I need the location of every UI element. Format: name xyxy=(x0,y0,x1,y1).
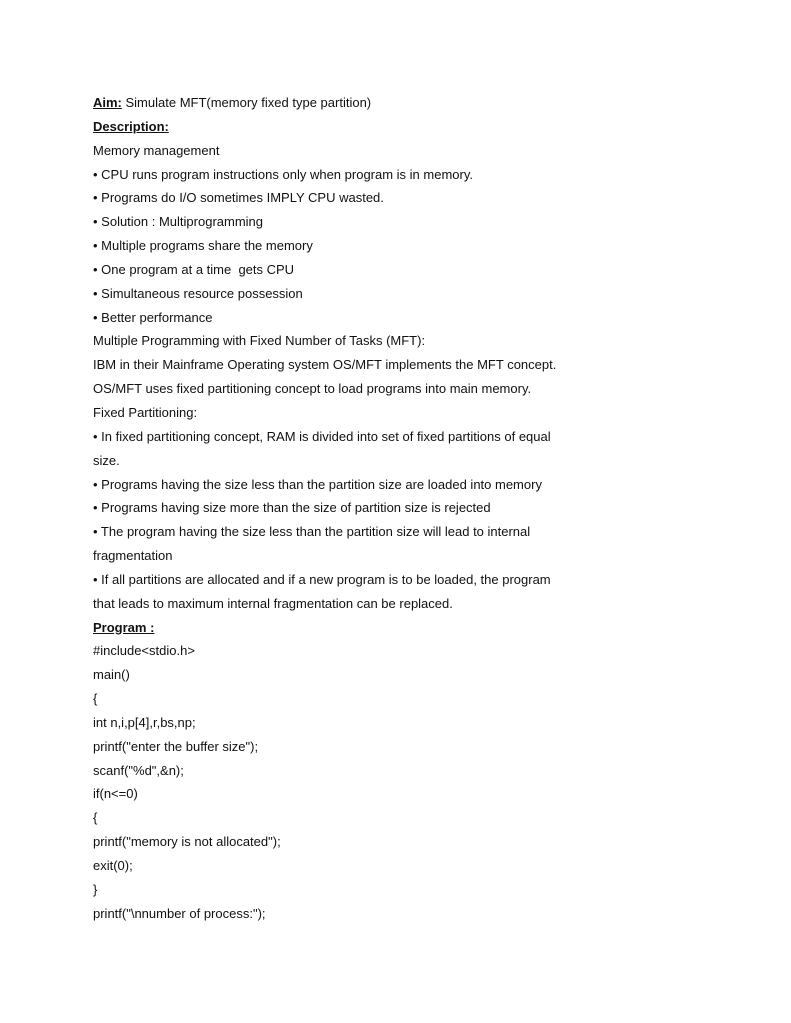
code-line: { xyxy=(93,810,98,826)
document-body xyxy=(93,91,713,926)
description-line: • Simultaneous resource possession xyxy=(93,285,303,301)
code-line: printf("\nnumber of process:"); xyxy=(93,905,266,921)
description-line: • Better performance xyxy=(93,309,213,325)
description-line: • Programs having size more than the size of partition size is rejected xyxy=(93,500,491,516)
description-line: that leads to maximum internal fragmentation can be replaced. xyxy=(93,595,453,611)
code-line: exit(0); xyxy=(93,858,133,873)
description-line: fragmentation xyxy=(93,548,173,564)
description-line: • Solution : Multiprogramming xyxy=(93,214,264,230)
description-line: • Programs having the size less than the partition size are loaded into memory xyxy=(93,476,542,492)
description-line: size. xyxy=(93,452,120,468)
description-line: • Multiple programs share the memory xyxy=(93,238,313,254)
description-line: IBM in their Mainframe Operating system OS/MFT implements the MFT concept. xyxy=(93,357,557,373)
code-line: main() xyxy=(93,667,130,683)
description-line: • If all partitions are allocated and if a new program is to be loaded, the program xyxy=(93,571,551,587)
code-line: scanf("%d",&n); xyxy=(93,762,184,778)
description-line: • CPU runs program instructions only when program is in memory. xyxy=(93,166,473,182)
aim-line xyxy=(93,91,713,115)
program-code xyxy=(93,639,713,925)
code-line: if(n<=0) xyxy=(93,786,138,802)
description-line: Fixed Partitioning: xyxy=(93,404,198,420)
description-line: • The program having the size less than the partition size will lead to internal xyxy=(93,524,531,540)
description-line: Multiple Programming with Fixed Number of Tasks (MFT): xyxy=(93,333,426,349)
code-line: printf("memory is not allocated"); xyxy=(93,834,281,850)
description-line: • One program at a time gets CPU xyxy=(93,261,295,277)
code-line: } xyxy=(93,881,98,897)
description-section xyxy=(93,139,713,616)
description-heading: Description: xyxy=(93,118,169,134)
description-line: Memory management xyxy=(93,142,220,158)
aim-text: Simulate MFT(memory fixed type partition) xyxy=(121,95,372,110)
description-line: • In fixed partitioning concept, RAM is divided into set of fixed partitions of equal xyxy=(93,428,551,444)
code-line: #include<stdio.h> xyxy=(93,643,195,659)
description-line: • Programs do I/O sometimes IMPLY CPU wasted. xyxy=(93,190,384,206)
program-heading: Program : xyxy=(93,619,155,635)
code-line: int n,i,p[4],r,bs,np; xyxy=(93,714,196,730)
description-line: OS/MFT uses fixed partitioning concept to load programs into main memory. xyxy=(93,381,532,397)
aim-label: Aim: xyxy=(93,95,122,110)
code-line: printf("enter the buffer size"); xyxy=(93,738,259,754)
code-line: { xyxy=(93,691,98,707)
